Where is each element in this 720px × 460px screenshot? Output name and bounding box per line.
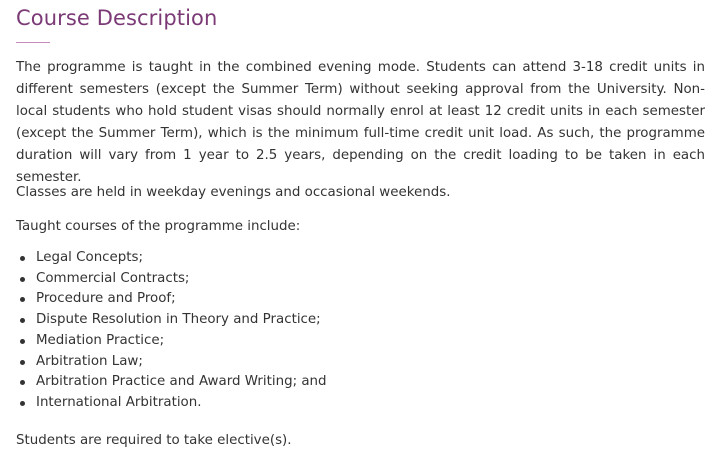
programme-description-paragraph: The programme is taught in the combined evening mode. Students can attend 3-18 credit units in different semesters (except the Summer Term) without seeking approval from the University. Non-local students who hold student visas should normally enrol at least 12 credit units in each semester (except the Summer Term), which is the minimum full-time credit unit load. As such, the programme duration will vary from 1 year to 2.5 years, depending on the credit loading to be taken in each semester.: [16, 60, 705, 185]
course-list-item: [16, 372, 327, 393]
course-name: Arbitration Practice and Award Writing; and: [36, 374, 327, 390]
title-underline: [16, 42, 50, 43]
bullet-icon: [20, 277, 25, 282]
course-name: Legal Concepts;: [36, 250, 144, 265]
bullet-icon: [20, 318, 25, 323]
course-name: Commercial Contracts;: [36, 270, 190, 286]
course-list-item: [16, 352, 327, 373]
section-title: Course Description: [16, 6, 218, 30]
bullet-icon: [20, 380, 25, 385]
course-name: International Arbitration.: [36, 394, 202, 410]
bullet-icon: [20, 297, 25, 302]
course-list-item: [16, 289, 327, 310]
course-list-item: [16, 248, 327, 269]
course-name: Procedure and Proof;: [36, 291, 176, 307]
course-list: [16, 248, 327, 414]
bullet-icon: [20, 401, 25, 406]
class-schedule-paragraph: Classes are held in weekday evenings and occasional weekends.: [16, 185, 451, 200]
course-name: Mediation Practice;: [36, 332, 165, 348]
course-name: Dispute Resolution in Theory and Practice;: [36, 312, 321, 328]
bullet-icon: [20, 360, 25, 365]
bullet-icon: [20, 339, 25, 344]
course-list-item: [16, 331, 327, 352]
taught-courses-intro: Taught courses of the programme include:: [16, 219, 301, 234]
elective-requirement-paragraph: Students are required to take elective(s).: [16, 433, 292, 448]
course-list-item: [16, 393, 327, 414]
course-list-item: [16, 310, 327, 331]
course-list-item: [16, 269, 327, 290]
course-name: Arbitration Law;: [36, 353, 143, 369]
bullet-icon: [20, 256, 25, 261]
